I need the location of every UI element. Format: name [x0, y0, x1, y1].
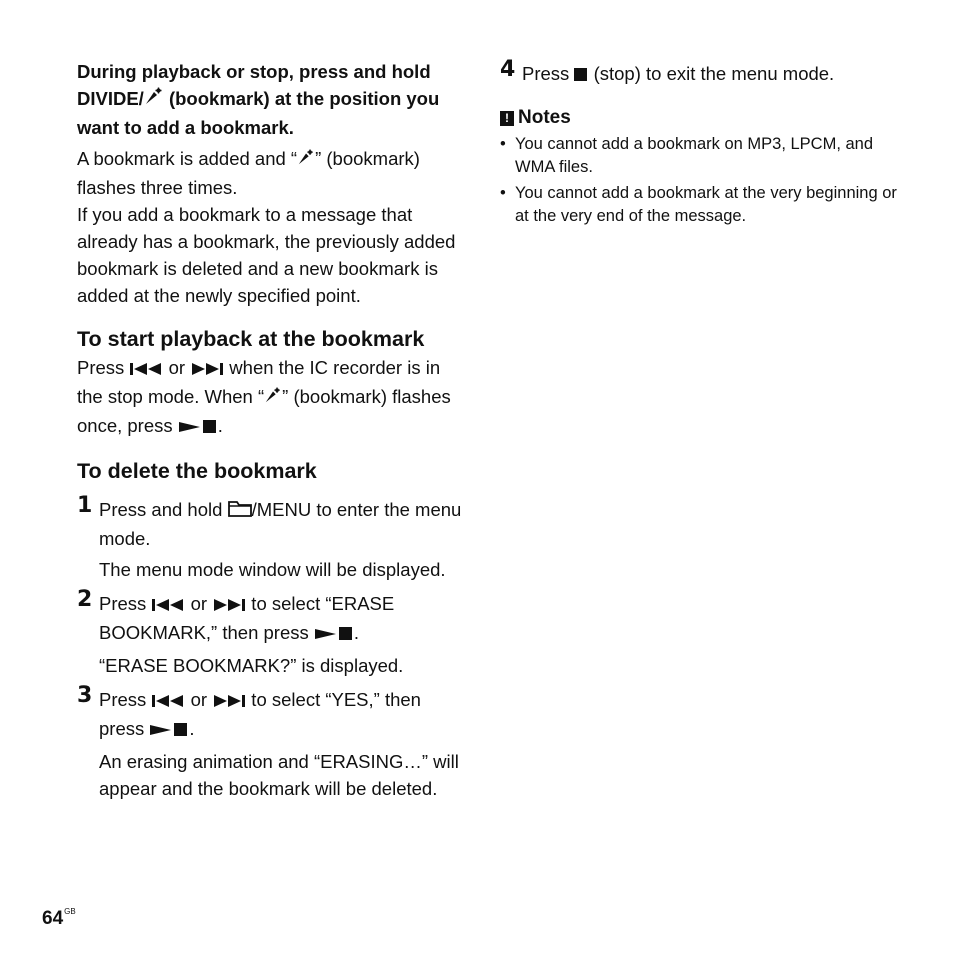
start-section-text: [77, 354, 469, 441]
note-item: [500, 133, 900, 179]
intro-heading-text-b: (bookmark) at the position you want to add a bookmark.: [77, 88, 440, 138]
next-icon: [212, 688, 246, 715]
start-text-e: .: [217, 415, 223, 436]
step2-text-c: to select “ERASE BOOKMARK,” then press: [99, 593, 395, 643]
step-text: [522, 60, 900, 89]
previous-icon: [129, 356, 163, 383]
note-text: You cannot add a bookmark on MP3, LPCM, and WMA files.: [515, 135, 874, 176]
folder-icon: [228, 498, 252, 525]
page-number: [42, 907, 76, 930]
delete-step-2: [77, 587, 469, 679]
step-sub-text: “ERASE BOOKMARK?” is displayed.: [99, 655, 404, 676]
step2-text-b: or: [185, 593, 213, 614]
step2-text-a: Press: [99, 593, 152, 614]
start-section-title: To start playback at the bookmark: [77, 327, 425, 351]
notes-title: Notes: [518, 107, 571, 128]
step-sub-text: An erasing animation and “ERASING…” will appear and the bookmark will be deleted.: [99, 751, 459, 799]
notes-heading: [500, 105, 900, 131]
step-text: [99, 686, 469, 744]
stop-icon: [574, 62, 588, 89]
left-column: [77, 58, 469, 802]
step4-text-b: (stop) to exit the menu mode.: [588, 63, 835, 84]
play-stop-icon: [178, 414, 218, 441]
notes-section: [500, 105, 900, 228]
delete-step-3: [77, 683, 469, 802]
step-number: 1: [77, 493, 93, 518]
note-item: [500, 182, 900, 228]
intro-paragraph-2: If you add a bookmark to a message that already has a bookmark, the previously added bookmark is deleted and a new bookmark is added at the newly specified point.: [77, 204, 456, 306]
play-stop-icon: [314, 621, 354, 648]
step3-text-c: to select “YES,” then press: [99, 689, 421, 739]
delete-section-title: To delete the bookmark: [77, 459, 317, 483]
previous-icon: [151, 688, 185, 715]
right-column: [500, 57, 900, 231]
note-text: You cannot add a bookmark at the very beginning or at the very end of the message.: [515, 184, 897, 225]
note-bullet: •: [500, 184, 506, 202]
start-text-d: ” (bookmark) flashes once, press: [77, 386, 451, 436]
notes-list: [500, 133, 900, 228]
intro-heading: [77, 58, 469, 141]
start-text-a: Press: [77, 357, 130, 378]
next-icon: [190, 356, 224, 383]
step3-text-a: Press: [99, 689, 152, 710]
delete-step-1: [77, 493, 469, 583]
bookmark-icon: [297, 147, 315, 174]
step-number: 2: [77, 587, 93, 612]
step-number: 4: [500, 57, 516, 82]
step1-text-a: Press and hold: [99, 499, 228, 520]
bookmark-icon: [144, 87, 164, 114]
step-text: [99, 496, 469, 552]
step-number: 3: [77, 683, 93, 708]
intro-heading-text-a: During playback or stop, press and hold DIVIDE/: [77, 61, 431, 109]
start-text-b: or: [163, 357, 191, 378]
intro-para1-b: ” (bookmark) flashes three times.: [77, 148, 420, 198]
step-text: [99, 590, 469, 648]
step-4: [500, 57, 900, 89]
step2-text-d: .: [353, 622, 360, 643]
play-stop-icon: [149, 717, 189, 744]
step3-text-d: .: [189, 718, 195, 739]
step-sub-text: The menu mode window will be displayed.: [99, 559, 446, 580]
bookmark-icon: [264, 385, 282, 412]
intro-para1-a: A bookmark is added and “: [77, 148, 298, 169]
note-bullet: •: [500, 135, 506, 153]
step1-text-b: /MENU to enter the menu mode.: [99, 499, 462, 549]
previous-icon: [151, 592, 185, 619]
page-number-value: 64: [42, 908, 64, 929]
intro-paragraph-1: [77, 145, 469, 201]
page-number-suffix: GB: [64, 907, 76, 916]
start-text-c: when the IC recorder is in the stop mode. When “: [77, 357, 441, 407]
next-icon: [212, 592, 246, 619]
note-icon: !: [500, 111, 514, 126]
step3-text-b: or: [185, 689, 213, 710]
step4-text-a: Press: [522, 63, 575, 84]
